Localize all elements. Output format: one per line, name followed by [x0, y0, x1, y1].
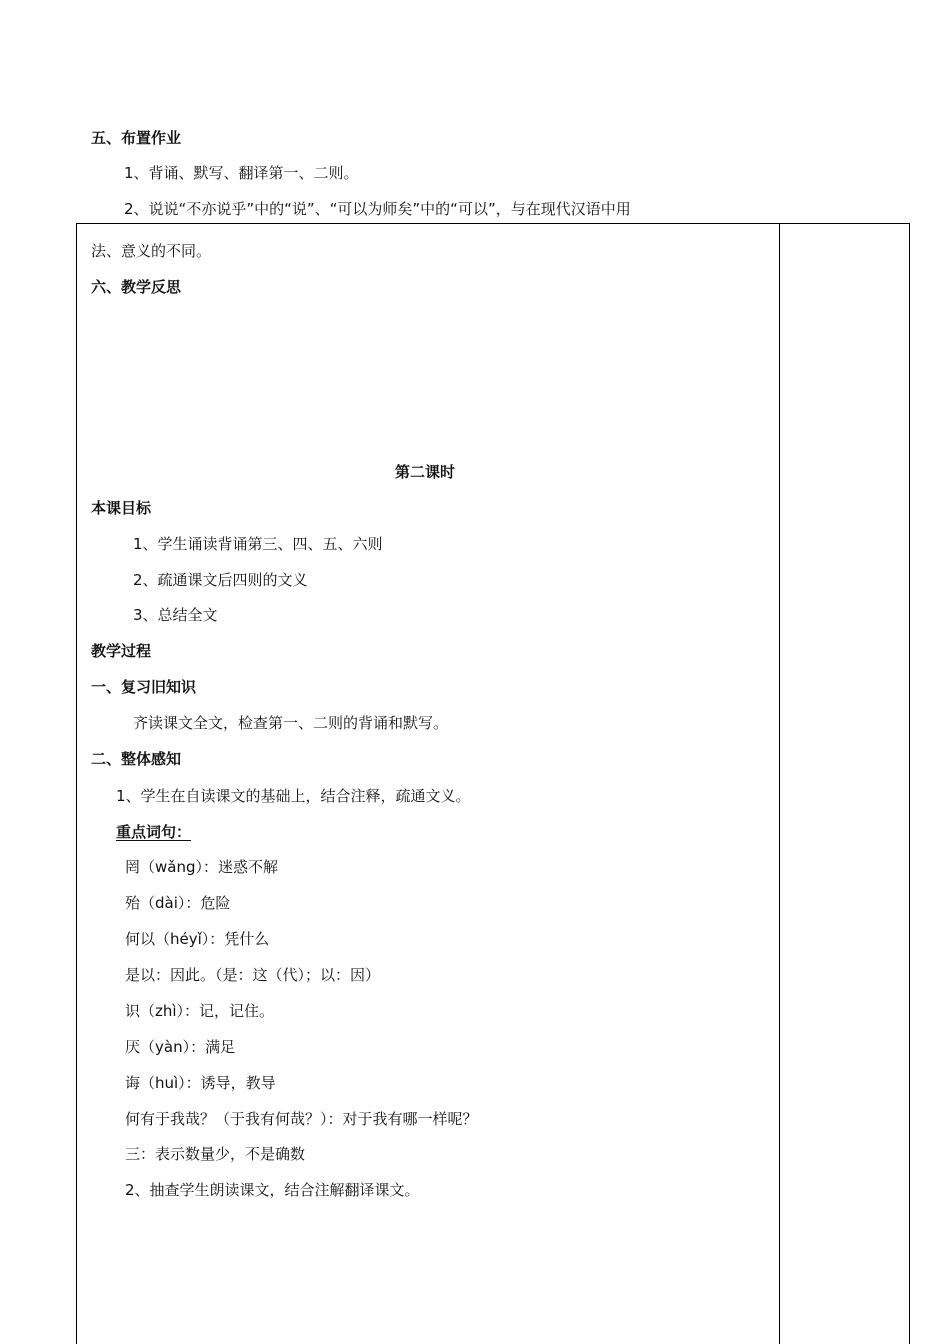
- lesson-title: 第二课时: [394, 463, 455, 481]
- key-word-item: 识（zhì）：记，记住。: [125, 1002, 275, 1020]
- goals-heading: 本课目标: [91, 499, 152, 517]
- goal-item-2: 2、疏通课文后四则的文义: [133, 571, 308, 589]
- goal-item-3: 3、总结全文: [133, 606, 218, 624]
- key-word-item: 何以（héyǐ）：凭什么: [125, 930, 270, 948]
- homework-item-2-line-2: 法、意义的不同。: [91, 242, 212, 260]
- process-heading: 教学过程: [91, 642, 152, 660]
- perceive-heading: 二、整体感知: [91, 750, 182, 768]
- key-words-heading: 重点词句：: [116, 823, 192, 841]
- key-word-item: 殆（dài）：危险: [125, 894, 231, 912]
- perceive-item-2: 2、抽查学生朗读课文，结合注解翻译课文。: [125, 1181, 420, 1199]
- homework-item-1: 1、背诵、默写、翻译第一、二则。: [124, 164, 359, 182]
- review-text: 齐读课文全文，检查第一、二则的背诵和默写。: [133, 714, 449, 732]
- table-column-divider: [779, 223, 780, 1344]
- section-heading-reflection: 六、教学反思: [91, 278, 182, 296]
- key-word-item: 三：表示数量少，不是确数: [125, 1145, 306, 1163]
- section-heading-homework: 五、布置作业: [91, 129, 182, 147]
- goal-item-1: 1、学生诵读背诵第三、四、五、六则: [133, 535, 383, 553]
- review-heading: 一、复习旧知识: [91, 678, 197, 696]
- key-word-item: 罔（wǎng）：迷惑不解: [125, 858, 278, 876]
- homework-item-2-line-1: 2、说说“不亦说乎”中的“说”、“可以为师矣”中的“可以”，与在现代汉语中用: [124, 200, 631, 218]
- key-word-item: 诲（huì）：诱导，教导: [125, 1074, 276, 1092]
- table-frame: [76, 223, 910, 1344]
- key-word-item: 厌（yàn）：满足: [125, 1038, 236, 1056]
- key-word-item: 何有于我哉？（于我有何哉？）：对于我有哪一样呢？: [125, 1110, 478, 1128]
- perceive-item-1: 1、学生在自读课文的基础上，结合注释，疏通文义。: [116, 787, 471, 805]
- key-word-item: 是以：因此。（是：这（代）；以：因）: [125, 966, 381, 984]
